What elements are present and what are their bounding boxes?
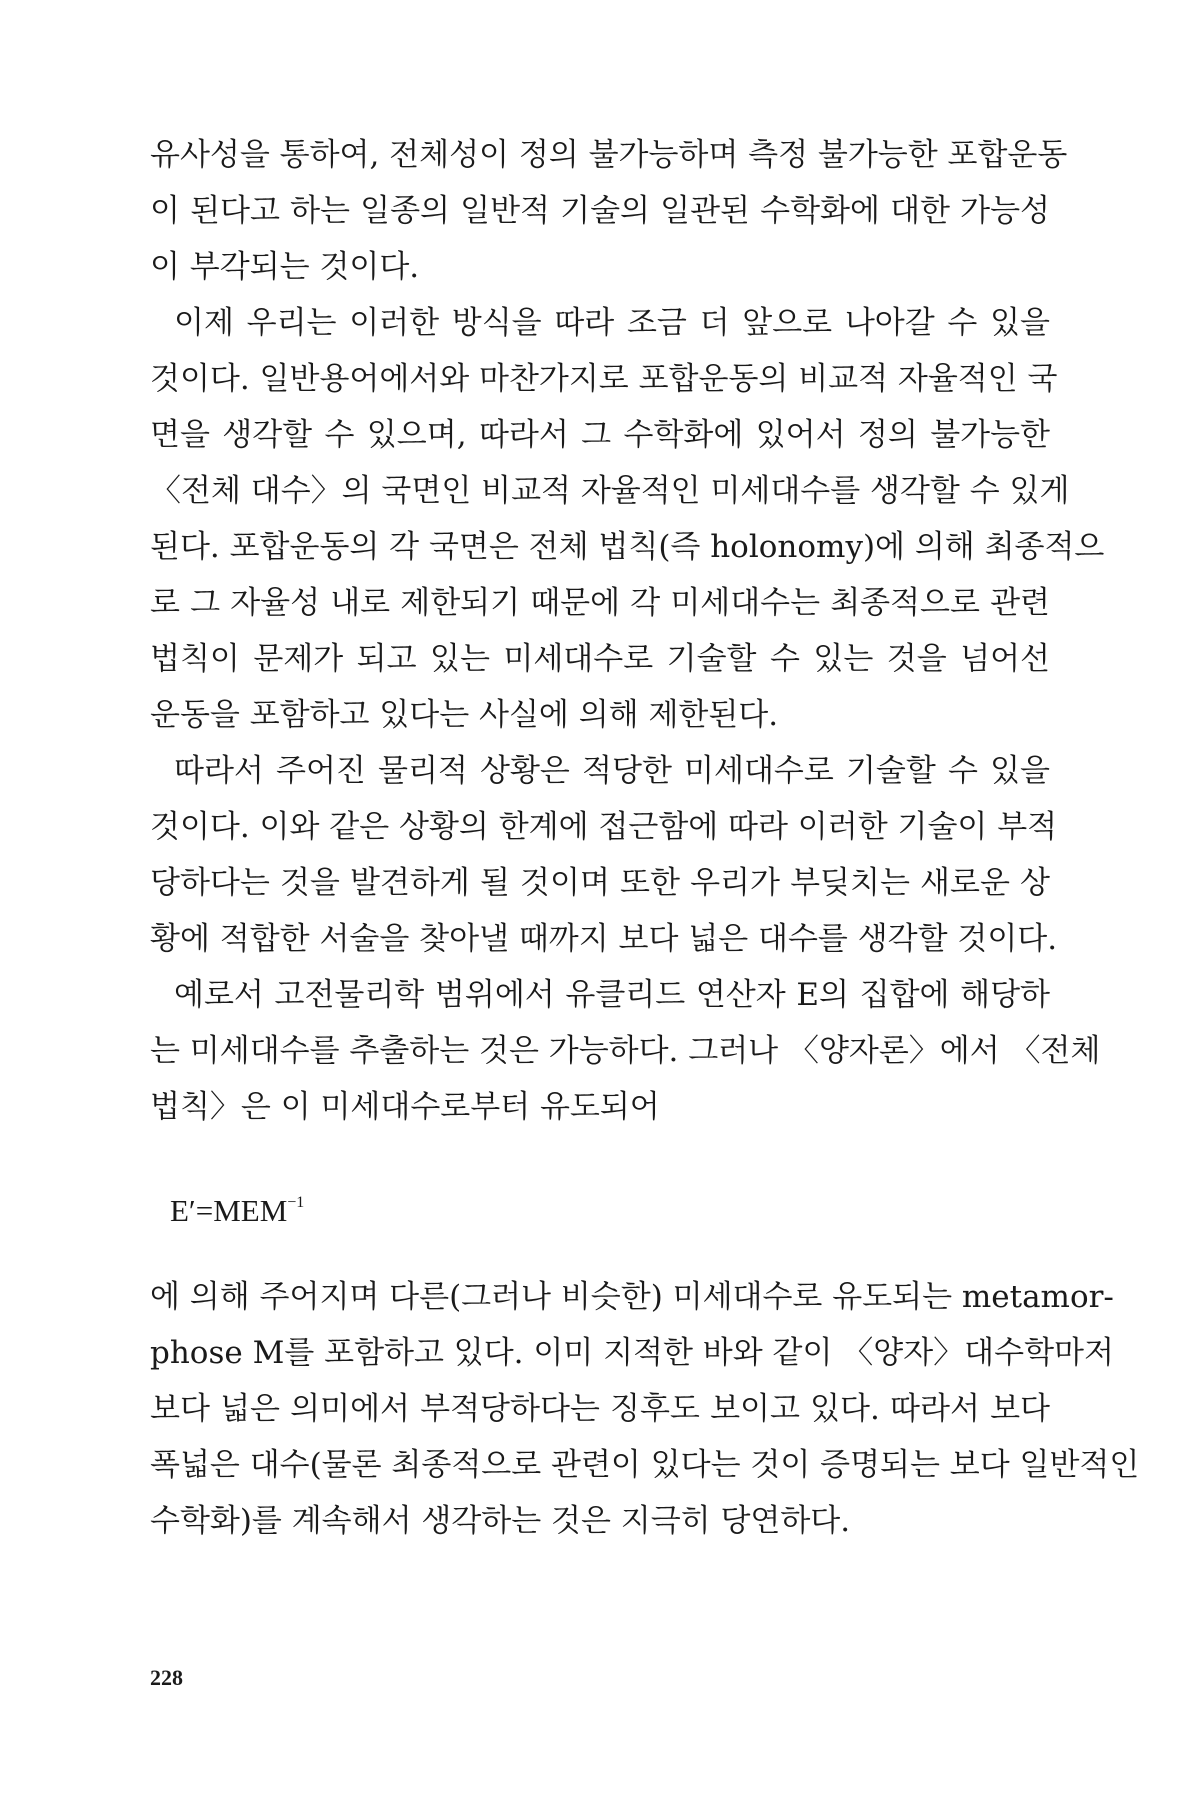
text-line: 된다. 포합운동의 각 국면은 전체 법칙(즉 holonomy)에 의해 최종적으 [150,529,1105,565]
text-line: 유사성을 통하여, 전체성이 정의 불가능하며 측정 불가능한 포합운동 [150,137,1068,173]
text-line: 〈전체 대수〉의 국면인 비교적 자율적인 미세대수를 생각할 수 있게 [150,473,1070,509]
text-line: 당하다는 것을 발견하게 될 것이며 또한 우리가 부딪치는 새로운 상 [150,865,1050,901]
equation-exponent: −1 [287,1194,305,1211]
text-line: 에 의해 주어지며 다른(그러나 비슷한) 미세대수로 유도되는 metamor- [150,1279,1114,1315]
text-line: 법칙〉은 이 미세대수로부터 유도되어 [150,1089,660,1125]
text-line: 이 된다고 하는 일종의 일반적 기술의 일관된 수학화에 대한 가능성 [150,193,1050,229]
text-line: 법칙이 문제가 되고 있는 미세대수로 기술할 수 있는 것을 넘어선 [150,641,1050,677]
text-line: 운동을 포함하고 있다는 사실에 의해 제한된다. [150,697,779,733]
text-line: 이제 우리는 이러한 방식을 따라 조금 더 앞으로 나아갈 수 있을 [174,305,1050,341]
page-number: 228 [150,1665,183,1690]
text-line: 따라서 주어진 물리적 상황은 적당한 미세대수로 기술할 수 있을 [174,753,1050,789]
text-line: 이 부각되는 것이다. [150,249,420,285]
text-line: 것이다. 이와 같은 상황의 한계에 접근함에 따라 이러한 기술이 부적 [150,809,1058,845]
equation-base: E′=MEM [170,1193,288,1228]
text-line: 보다 넓은 의미에서 부적당하다는 징후도 보이고 있다. 따라서 보다 [150,1391,1050,1427]
text-line: 수학화)를 계속해서 생각하는 것은 지극히 당연하다. [150,1503,851,1539]
text-line: 예로서 고전물리학 범위에서 유클리드 연산자 E의 집합에 해당하 [174,977,1050,1013]
text-line: 황에 적합한 서술을 찾아낼 때까지 보다 넓은 대수를 생각할 것이다. [150,921,1058,957]
text-line: 면을 생각할 수 있으며, 따라서 그 수학화에 있어서 정의 불가능한 [150,417,1050,453]
text-line: 것이다. 일반용어에서와 마찬가지로 포합운동의 비교적 자율적인 국 [150,361,1058,397]
text-line: 폭넓은 대수(물론 최종적으로 관련이 있다는 것이 증명되는 보다 일반적인 [150,1447,1140,1483]
text-line: 로 그 자율성 내로 제한되기 때문에 각 미세대수는 최종적으로 관련 [150,585,1050,621]
equation [170,1183,304,1231]
text-line: 는 미세대수를 추출하는 것은 가능하다. 그러나 〈양자론〉에서 〈전체 [150,1033,1101,1069]
text-line: phose M를 포함하고 있다. 이미 지적한 바와 같이 〈양자〉대수학마저 [150,1335,1114,1371]
